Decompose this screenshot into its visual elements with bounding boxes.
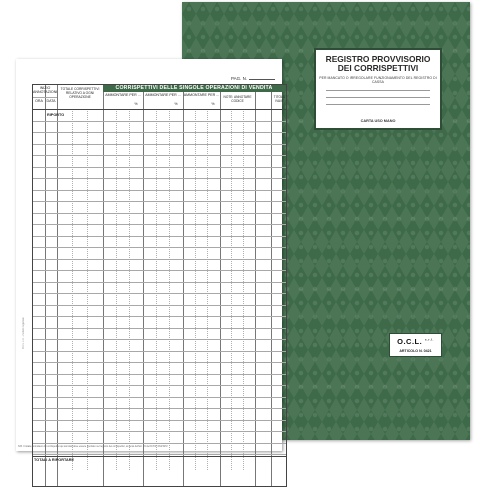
cover-title bbox=[320, 55, 436, 73]
table-row bbox=[33, 178, 286, 179]
table-row bbox=[33, 397, 286, 398]
table-row bbox=[33, 351, 286, 352]
side-print-text: O.C.L. s.r.l. - modello registrato bbox=[23, 317, 25, 349]
logo-text: O.C.L. $^{s.r.l.}$ bbox=[397, 337, 434, 346]
article-number: ARTICOLO N. 0421 bbox=[399, 349, 432, 353]
cover-label bbox=[314, 48, 442, 130]
cover-write-line bbox=[326, 104, 430, 105]
table-row bbox=[33, 420, 286, 421]
register-table bbox=[32, 84, 287, 487]
header-pct-3: % bbox=[211, 102, 215, 106]
header-totale: TOTALE CORRISPETTIVI RELATIVO A OGNI OPERAZIONE bbox=[60, 87, 100, 99]
table-row bbox=[33, 213, 286, 214]
header-divider bbox=[33, 97, 57, 98]
table-row bbox=[33, 247, 286, 248]
table-row bbox=[33, 167, 286, 168]
table-row bbox=[33, 190, 286, 191]
table-row bbox=[33, 362, 286, 363]
header-pct-2: % bbox=[174, 102, 178, 106]
table-row bbox=[33, 132, 286, 133]
table-row bbox=[33, 454, 286, 455]
header-iva: TITOLO IVA/IT bbox=[273, 95, 286, 103]
cover-write-line bbox=[326, 90, 430, 91]
table-row bbox=[33, 270, 286, 271]
cover-write-line bbox=[326, 97, 430, 98]
register-page bbox=[16, 59, 286, 462]
logo-suffix: s.r.l. bbox=[424, 337, 434, 342]
table-row bbox=[33, 155, 286, 156]
cover-title-line-1: REGISTRO PROVVISORIO bbox=[325, 54, 431, 64]
table-row bbox=[33, 316, 286, 317]
riporto-label: RIPORTO bbox=[47, 113, 65, 117]
header-ammontare-2: AMMONTARE PER ... bbox=[145, 93, 181, 97]
table-row bbox=[33, 144, 286, 145]
header-ammontare-3: AMMONTARE PER ... bbox=[183, 93, 220, 97]
table-row bbox=[33, 121, 286, 122]
table-row bbox=[33, 443, 286, 444]
table-row bbox=[33, 431, 286, 432]
header-pct-1: % bbox=[134, 102, 138, 106]
cover-subtitle: PER MANCATO O IRREGOLARE FUNZIONAMENTO DEL REGISTRO DI CASSA bbox=[319, 76, 437, 84]
table-row bbox=[33, 224, 286, 225]
table-row bbox=[33, 374, 286, 375]
table-row bbox=[33, 259, 286, 260]
table-row bbox=[33, 293, 286, 294]
table-row bbox=[33, 109, 286, 110]
sales-band-title: CORRISPETTIVI DELLE SINGOLE OPERAZIONI DI VENDITA bbox=[103, 85, 285, 92]
table-row bbox=[33, 305, 286, 306]
footnote: N.B. Il totale giornaliero dei corrispettivi qui annotati deve essere riportato nel registro dei corrispettivi, ai sensi dell'art. 24 del D.P.R. 633/1972 bbox=[18, 445, 168, 448]
table-row bbox=[33, 236, 286, 237]
cover-title-line-2: DEI CORRISPETTIVI bbox=[337, 63, 419, 73]
page-number-field: PAG. N. bbox=[231, 76, 275, 81]
header-note: NOTE: ANNOTARE CODICE bbox=[223, 95, 252, 103]
header-ora: ORA bbox=[35, 99, 43, 103]
brand-logo bbox=[389, 333, 442, 357]
totali-label: TOTALI A RIPORTARE bbox=[34, 458, 75, 462]
table-row bbox=[33, 408, 286, 409]
totals-row-line bbox=[33, 456, 286, 457]
table-row bbox=[33, 282, 286, 283]
table-row bbox=[33, 385, 286, 386]
header-inizio: INIZIO ANNOTAZIONI bbox=[33, 86, 58, 94]
table-row bbox=[33, 339, 286, 340]
header-ammontare-1: AMMONTARE PER ... bbox=[105, 93, 141, 97]
header-data: DATA bbox=[46, 99, 56, 103]
table-row bbox=[33, 328, 286, 329]
table-row bbox=[33, 201, 286, 202]
cover-paper-type: CARTA USO MANO bbox=[360, 119, 396, 123]
